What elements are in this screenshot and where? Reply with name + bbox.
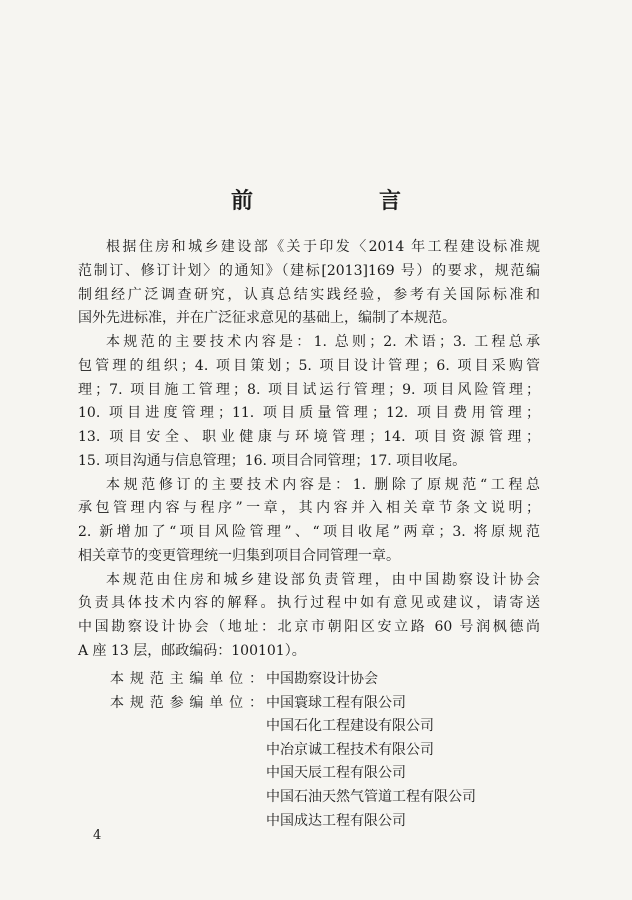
text-line: 理；7. 项目施工管理；8. 项目试运行管理；9. 项目风险管理； <box>78 381 540 398</box>
text-line: 制组经广泛调查研究，认真总结实践经验，参考有关国际标准和 <box>78 286 540 303</box>
text-line: 国外先进标准，并在广泛征求意见的基础上，编制了本规范。 <box>78 310 456 327</box>
text-line: 包管理的组织；4. 项目策划；5. 项目设计管理；6. 项目采购管 <box>78 357 540 374</box>
participating-unit: 中国成达工程有限公司 <box>266 812 406 829</box>
text-line: 范制订、修订计划〉的通知》（建标[2013]169 号）的要求，规范编 <box>78 262 540 279</box>
participating-row <box>110 692 476 716</box>
participating-row <box>110 786 476 810</box>
text-line: 相关章节的变更管理统一归集到项目合同管理一章。 <box>78 547 400 564</box>
page-number: 4 <box>93 828 102 843</box>
participating-row <box>110 762 476 786</box>
participating-label: 本规范参编单位： <box>110 694 264 711</box>
text-line: 本规范由住房和城乡建设部负责管理，由中国勘察设计协会 <box>106 571 540 588</box>
chief-editor-name: 中国勘察设计协会 <box>266 671 378 687</box>
text-line: A 座 13 层，邮政编码：100101）。 <box>78 642 306 659</box>
participating-row <box>110 810 476 834</box>
text-line: 本规范的主要技术内容是：1. 总则；2. 术语；3. 工程总承 <box>106 334 540 350</box>
chief-editor-label: 本规范主编单位： <box>110 671 264 687</box>
participating-row <box>110 715 476 739</box>
text-line: 2. 新增加了“项目风险管理”、“项目收尾”两章；3. 将原规范 <box>78 524 540 540</box>
page-title: 前 言 <box>230 188 453 214</box>
participating-row <box>110 739 476 763</box>
participating-unit: 中国石化工程建设有限公司 <box>266 718 434 735</box>
participating-unit: 中国石油天然气管道工程有限公司 <box>266 788 476 805</box>
text-line: 本规范修订的主要技术内容是：1. 删除了原规范“工程总 <box>106 476 540 493</box>
editor-units <box>110 668 476 833</box>
text-line: 负责具体技术内容的解释。执行过程中如有意见或建议，请寄送 <box>78 595 540 612</box>
text-line: 承包管理内容与程序”一章，其内容并入相关章节条文说明； <box>78 500 540 517</box>
text-line: 13. 项目安全、职业健康与环境管理；14. 项目资源管理； <box>78 429 540 445</box>
participating-unit: 中国寰球工程有限公司 <box>266 694 406 711</box>
chief-editor-row <box>110 668 476 692</box>
text-line: 15. 项目沟通与信息管理；16. 项目合同管理；17. 项目收尾。 <box>78 452 467 469</box>
text-line: 根据住房和城乡建设部《关于印发〈2014 年工程建设标准规 <box>106 239 540 255</box>
preface-body <box>78 236 540 664</box>
text-line: 10. 项目进度管理；11. 项目质量管理；12. 项目费用管理； <box>78 405 540 422</box>
participating-unit: 中国天辰工程有限公司 <box>266 765 406 782</box>
text-line: 中国勘察设计协会（地址：北京市朝阳区安立路 60 号润枫德尚 <box>78 619 540 635</box>
participating-unit: 中冶京诚工程技术有限公司 <box>266 741 434 758</box>
